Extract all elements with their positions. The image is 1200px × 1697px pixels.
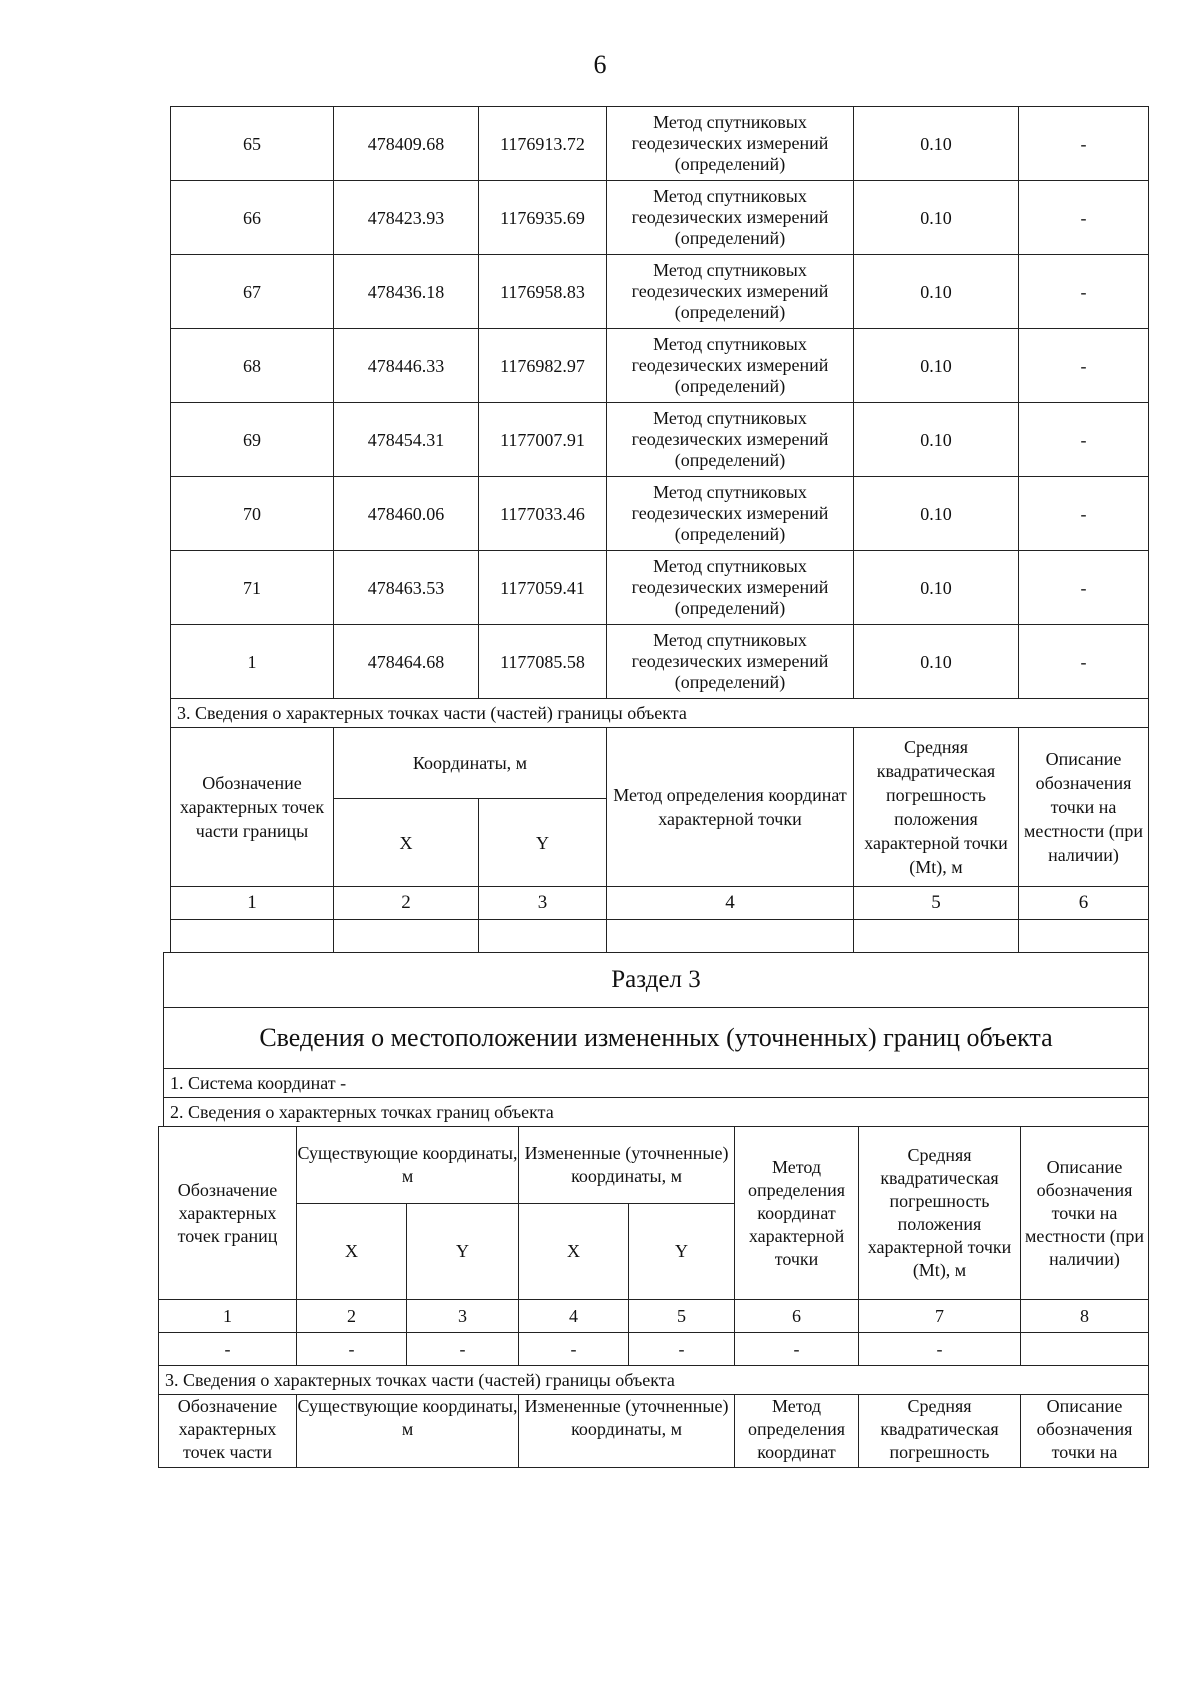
mt-cell: 0.10 <box>854 625 1019 699</box>
col-number: 8 <box>1021 1300 1149 1333</box>
point-cell: 71 <box>171 551 334 625</box>
point-cell: 65 <box>171 107 334 181</box>
desc-cell: - <box>1019 477 1149 551</box>
col-number: 2 <box>297 1300 407 1333</box>
hdr-changed: Измененные (уточненные) координаты, м <box>519 1127 735 1204</box>
method-cell: Метод спутниковых геодезических измерений (определений) <box>607 551 854 625</box>
part-hdr-existing: Существующие координаты, м <box>297 1395 519 1468</box>
mt-cell: 0.10 <box>854 551 1019 625</box>
col-number: 1 <box>159 1300 297 1333</box>
hdr-ex-y: Y <box>407 1204 519 1300</box>
method-cell: Метод спутниковых геодезических измерений (определений) <box>607 477 854 551</box>
points-table <box>170 106 1149 953</box>
y-cell: 1176913.72 <box>479 107 607 181</box>
x-cell: 478409.68 <box>334 107 479 181</box>
x-cell: 478423.93 <box>334 181 479 255</box>
x-cell: 478436.18 <box>334 255 479 329</box>
x-cell: 478454.31 <box>334 403 479 477</box>
y-cell: 1177007.91 <box>479 403 607 477</box>
dash-cell: - <box>735 1333 859 1366</box>
dash-cell: - <box>629 1333 735 1366</box>
desc-cell: - <box>1019 181 1149 255</box>
method-cell: Метод спутниковых геодезических измерений (определений) <box>607 255 854 329</box>
part-section-title: 3. Сведения о характерных точках части (частей) границы объекта <box>159 1366 1149 1395</box>
dash-cell <box>1021 1333 1149 1366</box>
point-cell: 70 <box>171 477 334 551</box>
point-cell: 67 <box>171 255 334 329</box>
x-cell: 478460.06 <box>334 477 479 551</box>
hdr-ch-x: X <box>519 1204 629 1300</box>
part-hdr-designation: Обозначение характерных точек части <box>159 1395 297 1468</box>
mt-cell: 0.10 <box>854 181 1019 255</box>
col-number: 1 <box>171 887 334 920</box>
points-title: 2. Сведения о характерных точках границ объекта <box>164 1098 1149 1127</box>
hdr-coords: Координаты, м <box>334 728 607 799</box>
table-row <box>171 181 1149 255</box>
table-row <box>171 403 1149 477</box>
col-number: 6 <box>1019 887 1149 920</box>
part-hdr-desc: Описание обозначения точки на <box>1021 1395 1149 1468</box>
blank-cell <box>171 920 334 953</box>
method-cell: Метод спутниковых геодезических измерений (определений) <box>607 329 854 403</box>
hdr-designation: Обозначение характерных точек части границы <box>171 728 334 887</box>
mt-cell: 0.10 <box>854 107 1019 181</box>
hdr-y: Y <box>479 799 607 887</box>
y-cell: 1176958.83 <box>479 255 607 329</box>
dash-row <box>159 1333 1149 1366</box>
part-hdr-changed: Измененные (уточненные) координаты, м <box>519 1395 735 1468</box>
y-cell: 1176982.97 <box>479 329 607 403</box>
dash-cell: - <box>859 1333 1021 1366</box>
points-table-body <box>171 107 1149 953</box>
col-number: 5 <box>629 1300 735 1333</box>
mt-cell: 0.10 <box>854 477 1019 551</box>
col-numbers-row <box>171 887 1149 920</box>
hdr-ch-y: Y <box>629 1204 735 1300</box>
hdr-x: X <box>334 799 479 887</box>
blank-cell <box>1019 920 1149 953</box>
dash-cell: - <box>407 1333 519 1366</box>
part-section-title: 3. Сведения о характерных точках части (частей) границы объекта <box>171 699 1149 728</box>
col-number: 5 <box>854 887 1019 920</box>
hdr-mt: Средняя квадратическая погрешность положения характерной точки (Mt), м <box>859 1127 1021 1300</box>
point-cell: 1 <box>171 625 334 699</box>
blank-row <box>171 920 1149 953</box>
desc-cell: - <box>1019 551 1149 625</box>
section-title: Раздел 3 <box>164 953 1149 1008</box>
point-cell: 69 <box>171 403 334 477</box>
blank-cell <box>607 920 854 953</box>
page-number: 6 <box>593 50 607 79</box>
mt-cell: 0.10 <box>854 329 1019 403</box>
table-row <box>171 477 1149 551</box>
blank-cell <box>479 920 607 953</box>
hdr-mt: Средняя квадратическая погрешность положения характерной точки (Mt), м <box>854 728 1019 887</box>
col-number: 3 <box>407 1300 519 1333</box>
method-cell: Метод спутниковых геодезических измерений (определений) <box>607 403 854 477</box>
desc-cell: - <box>1019 255 1149 329</box>
y-cell: 1177059.41 <box>479 551 607 625</box>
mt-cell: 0.10 <box>854 255 1019 329</box>
col-numbers-row <box>159 1300 1149 1333</box>
blank-cell <box>854 920 1019 953</box>
changed-points-table <box>158 1126 1149 1468</box>
desc-cell: - <box>1019 329 1149 403</box>
y-cell: 1176935.69 <box>479 181 607 255</box>
hdr-method: Метод определения координат характерной точки <box>607 728 854 887</box>
table-row <box>171 625 1149 699</box>
part-hdr-mt: Средняя квадратическая погрешность <box>859 1395 1021 1468</box>
hdr-method: Метод определения координат характерной точки <box>735 1127 859 1300</box>
col-number: 6 <box>735 1300 859 1333</box>
mt-cell: 0.10 <box>854 403 1019 477</box>
part-hdr-method: Метод определения координат <box>735 1395 859 1468</box>
hdr-desc: Описание обозначения точки на местности (при наличии) <box>1021 1127 1149 1300</box>
x-cell: 478446.33 <box>334 329 479 403</box>
hdr-existing: Существующие координаты, м <box>297 1127 519 1204</box>
dash-cell: - <box>159 1333 297 1366</box>
dash-cell: - <box>519 1333 629 1366</box>
x-cell: 478463.53 <box>334 551 479 625</box>
method-cell: Метод спутниковых геодезических измерений (определений) <box>607 107 854 181</box>
hdr-desc: Описание обозначения точки на местности (при наличии) <box>1019 728 1149 887</box>
table-row <box>171 107 1149 181</box>
table-row <box>171 255 1149 329</box>
blank-cell <box>334 920 479 953</box>
table-row <box>171 329 1149 403</box>
section3-table <box>163 952 1149 1127</box>
x-cell: 478464.68 <box>334 625 479 699</box>
col-number: 4 <box>607 887 854 920</box>
section-subtitle: Сведения о местоположении измененных (уточненных) границ объекта <box>164 1008 1149 1069</box>
col-number: 2 <box>334 887 479 920</box>
coord-system: 1. Система координат - <box>164 1069 1149 1098</box>
desc-cell: - <box>1019 403 1149 477</box>
point-cell: 66 <box>171 181 334 255</box>
hdr-ex-x: X <box>297 1204 407 1300</box>
desc-cell: - <box>1019 107 1149 181</box>
method-cell: Метод спутниковых геодезических измерений (определений) <box>607 625 854 699</box>
dash-cell: - <box>297 1333 407 1366</box>
method-cell: Метод спутниковых геодезических измерений (определений) <box>607 181 854 255</box>
col-number: 3 <box>479 887 607 920</box>
changed-points-area <box>158 1126 1152 1496</box>
y-cell: 1177085.58 <box>479 625 607 699</box>
table-row <box>171 551 1149 625</box>
col-number: 4 <box>519 1300 629 1333</box>
point-cell: 68 <box>171 329 334 403</box>
col-number: 7 <box>859 1300 1021 1333</box>
hdr-designation: Обозначение характерных точек границ <box>159 1127 297 1300</box>
y-cell: 1177033.46 <box>479 477 607 551</box>
desc-cell: - <box>1019 625 1149 699</box>
